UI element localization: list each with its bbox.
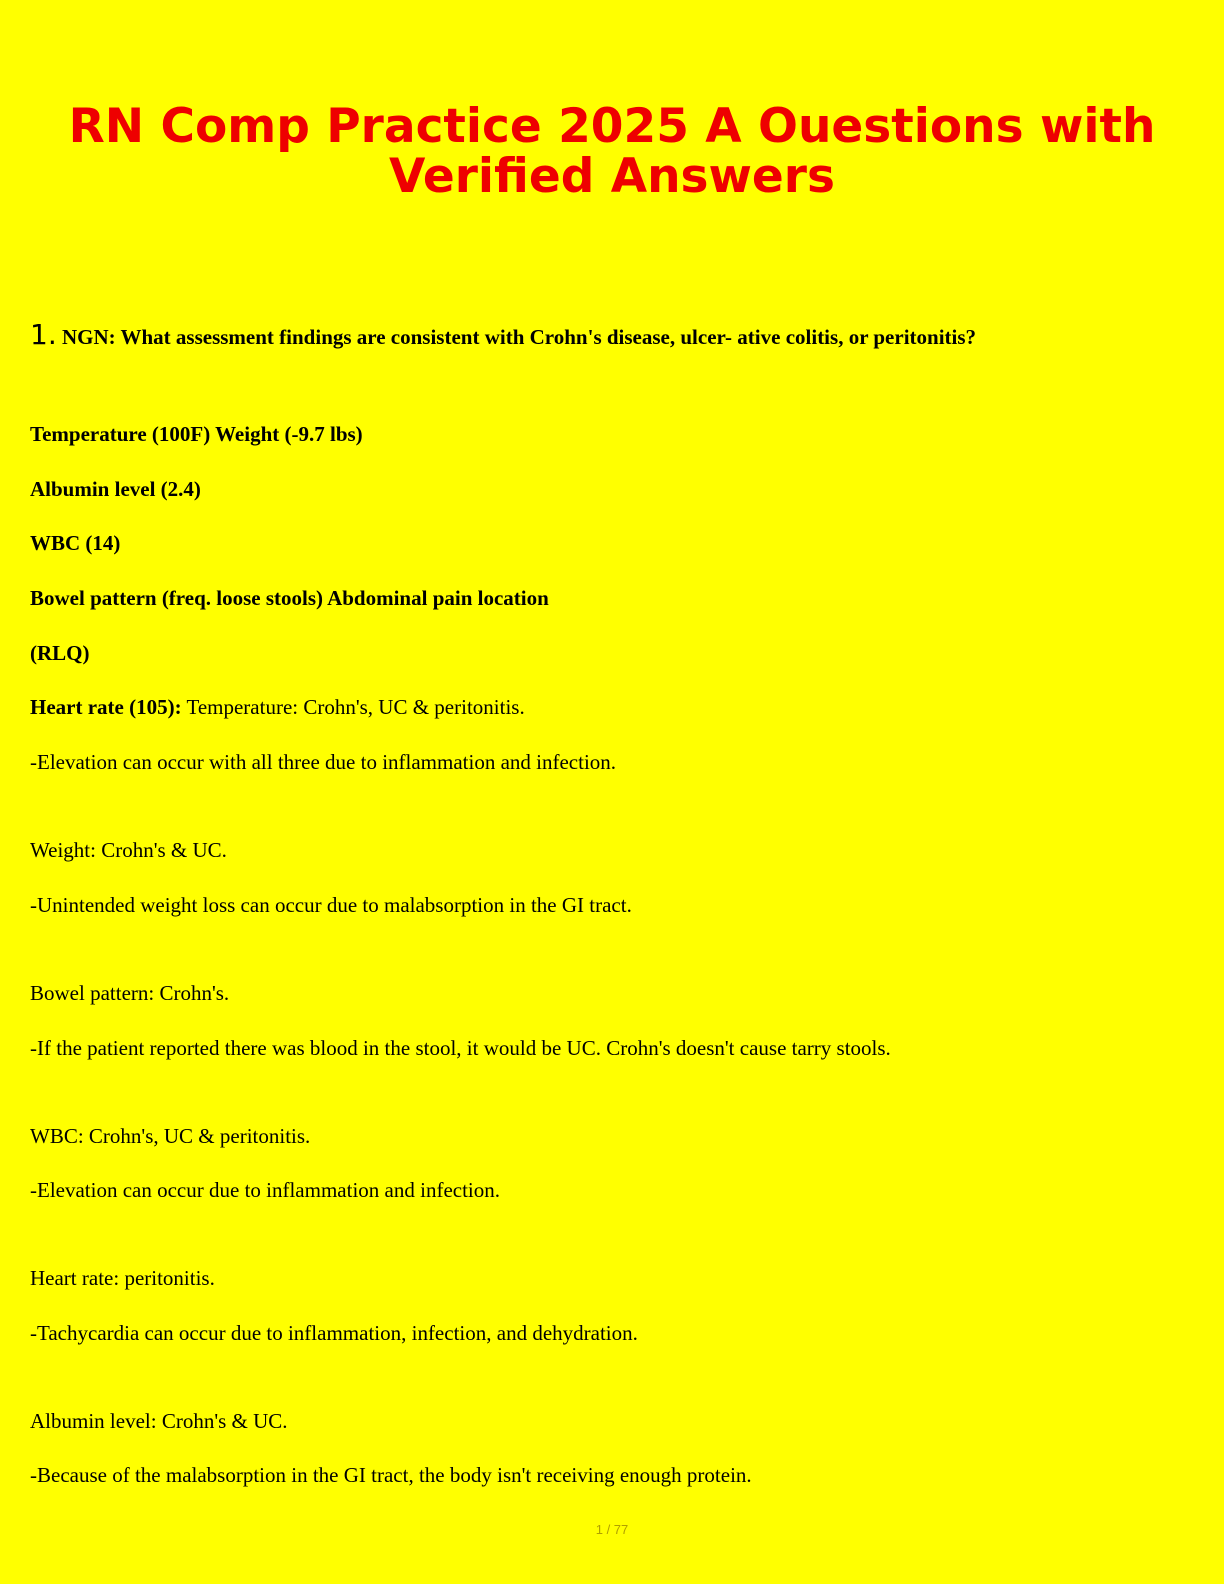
- answer-temperature: Temperature: Crohn's, UC & peritonitis.: [181, 695, 525, 719]
- answer-line: -Unintended weight loss can occur due to malabsorption in the GI tract.: [30, 893, 632, 917]
- answer-line: Albumin level: Crohn's & UC.: [30, 1409, 288, 1433]
- heart-rate-answer-line: [30, 694, 525, 720]
- finding-albumin: Albumin level (2.4): [30, 477, 201, 501]
- finding-wbc: WBC (14): [30, 531, 121, 555]
- page-indicator: 1 / 77: [595, 1522, 629, 1537]
- finding-temperature-weight: Temperature (100F) Weight (-9.7 lbs): [30, 422, 363, 446]
- heart-rate-label: Heart rate (105):: [30, 695, 182, 719]
- finding-bowel-pattern: Bowel pattern (freq. loose stools) Abdominal pain location: [30, 586, 549, 610]
- question-text: NGN: What assessment findings are consistent with Crohn's disease, ulcer- ative colitis, or peritonitis?: [61, 325, 977, 349]
- answer-line: WBC: Crohn's, UC & peritonitis.: [30, 1124, 311, 1148]
- answer-line: -Because of the malabsorption in the GI tract, the body isn't receiving enough protein.: [30, 1463, 752, 1487]
- question-number: 1.: [30, 318, 57, 351]
- answer-line: -Tachycardia can occur due to inflammation, infection, and dehydration.: [30, 1321, 638, 1345]
- answer-line: -Elevation can occur due to inflammation and infection.: [30, 1178, 500, 1202]
- answer-line: Heart rate: peritonitis.: [30, 1266, 215, 1290]
- answer-line: -If the patient reported there was blood in the stool, it would be UC. Crohn's doesn't cause tarry stools.: [30, 1036, 891, 1060]
- question-1: [30, 318, 977, 351]
- document-title: RN Comp Practice 2025 A Ouestions with Verified Answers: [68, 99, 1156, 204]
- answer-line: -Elevation can occur with all three due to inflammation and infection.: [30, 750, 617, 774]
- finding-pain-location: (RLQ): [30, 641, 90, 665]
- answer-line: Bowel pattern: Crohn's.: [30, 981, 230, 1005]
- answer-line: Weight: Crohn's & UC.: [30, 838, 227, 862]
